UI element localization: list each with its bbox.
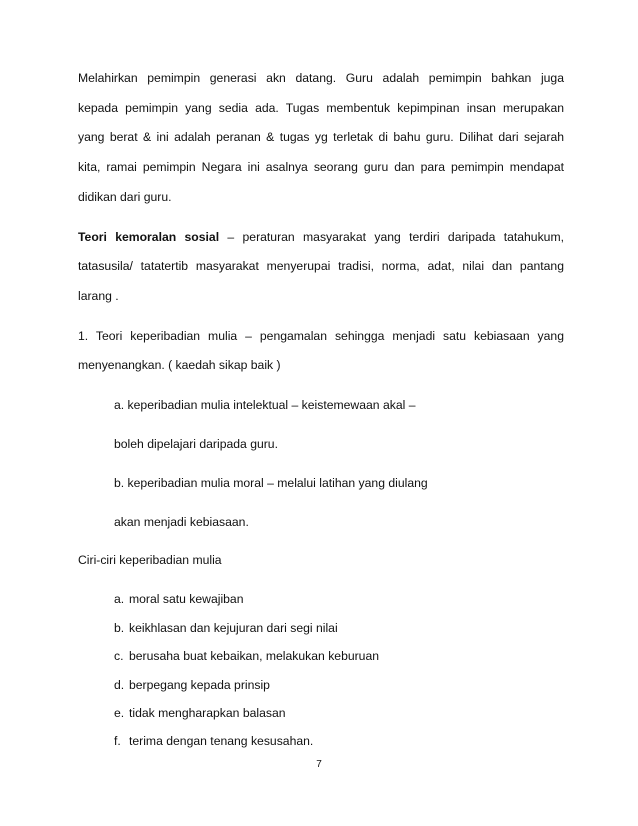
page-number: 7 [316, 759, 322, 770]
ciri-item-label: e. [114, 706, 125, 720]
ciri-item-text: tidak mengharapkan balasan [129, 706, 286, 720]
paragraph-2-line-3: larang . [78, 289, 119, 303]
sub-item-a-line-2: boleh dipelajari daripada guru. [114, 437, 278, 451]
paragraph-1-line-3: yang berat & ini adalah peranan & tugas yg terletak di bahu guru. Dilihat dari sejarah [78, 130, 564, 144]
ciri-item-text: moral satu kewajiban [129, 592, 244, 606]
paragraph-2-line-1 [78, 230, 564, 245]
paragraph-1-line-4: kita, ramai pemimpin Negara ini asalnya seorang guru dan para pemimpin mendapat [78, 160, 564, 174]
ciri-item-label: c. [114, 649, 124, 663]
sub-item-b-line-1: b. keperibadian mulia moral – melalui latihan yang diulang [114, 476, 428, 490]
paragraph-1-line-2: kepada pemimpin yang sedia ada. Tugas membentuk kepimpinan insan merupakan [78, 101, 564, 115]
paragraph-1-line-1: Melahirkan pemimpin generasi akn datang. Guru adalah pemimpin bahkan juga [78, 71, 564, 85]
ciri-item-text: berusaha buat kebaikan, melakukan keburuan [129, 649, 380, 663]
sub-item-b-line-2: akan menjadi kebiasaan. [114, 515, 249, 529]
ciri-item-label: d. [114, 678, 125, 692]
ciri-item [114, 592, 243, 607]
ciri-item-label: b. [114, 621, 125, 635]
paragraph-1-line-5: didikan dari guru. [78, 190, 172, 204]
ciri-item-label: a. [114, 592, 125, 606]
paragraph-3-line-1: 1. Teori keperibadian mulia – pengamalan sehingga menjadi satu kebiasaan yang [78, 329, 564, 343]
ciri-item [114, 734, 313, 749]
ciri-item [114, 621, 338, 636]
ciri-item [114, 678, 270, 693]
paragraph-3-line-2: menyenangkan. ( kaedah sikap baik ) [78, 358, 281, 372]
ciri-item-text: keikhlasan dan kejujuran dari segi nilai [129, 621, 338, 635]
term-bold: Teori kemoralan sosial [78, 230, 220, 244]
ciri-item [114, 649, 379, 664]
sub-item-a-line-1: a. keperibadian mulia intelektual – keistemewaan akal – [114, 398, 416, 412]
ciri-item-text: berpegang kepada prinsip [129, 678, 270, 692]
ciri-heading: Ciri-ciri keperibadian mulia [78, 553, 222, 567]
ciri-item-label: f. [114, 734, 121, 748]
ciri-item [114, 706, 286, 721]
ciri-item-text: terima dengan tenang kesusahan. [129, 734, 314, 748]
paragraph-2-line-2: tatasusila/ tatatertib masyarakat menyerupai tradisi, norma, adat, nilai dan pantang [78, 259, 564, 273]
term-definition: – peraturan masyarakat yang terdiri daripada tatahukum, [219, 230, 564, 244]
